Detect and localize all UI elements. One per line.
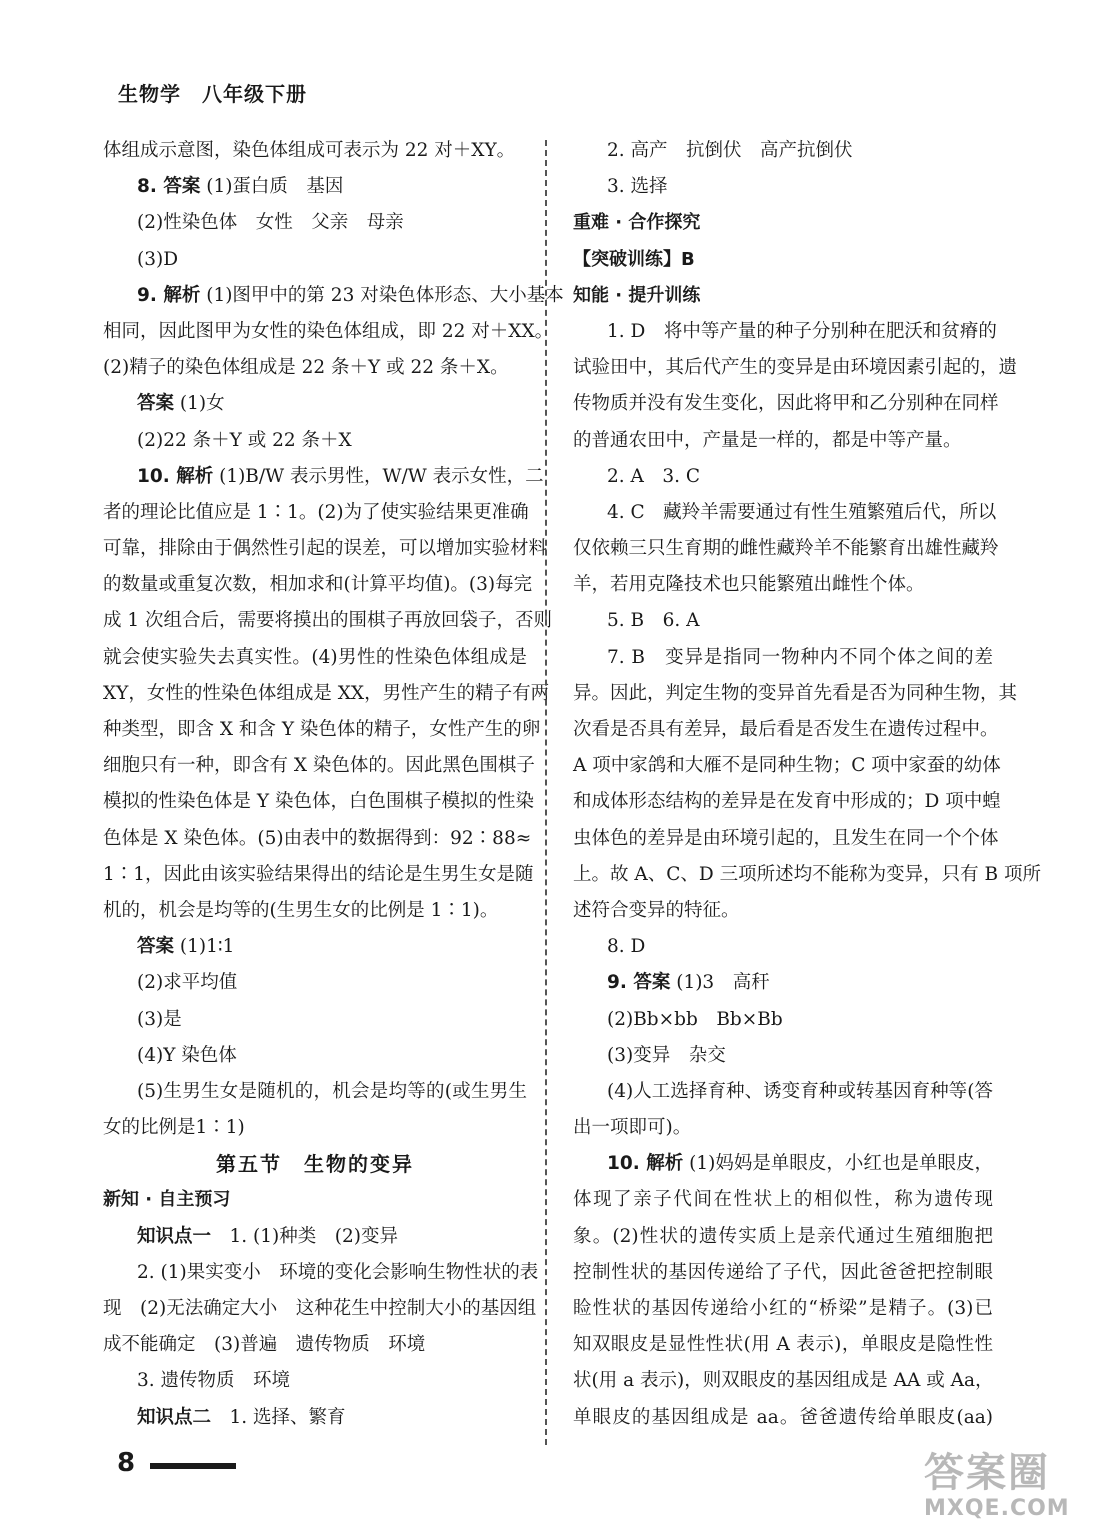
text-line: 模拟的性染色体是 Y 染色体，白色围棋子模拟的性染 — [103, 791, 534, 813]
item-text: 1. 选择、繁育 — [211, 1406, 346, 1428]
text-line: 传物质并没有发生变化，因此将甲和乙分别种在同样 — [573, 393, 999, 415]
text-line — [573, 1146, 993, 1182]
text-line: (3)变异 杂交 — [607, 1044, 726, 1066]
watermark-sub: MXQE.COM — [924, 1496, 1070, 1521]
text-line: (2)精子的染色体组成是 22 条＋Y 或 22 条＋X。 — [103, 357, 509, 379]
item-text: (1)妈妈是单眼皮，小红也是单眼皮， — [683, 1153, 993, 1175]
text-line: 8. D — [607, 936, 646, 958]
left-column — [103, 133, 564, 1436]
text-line: (5)生男生女是随机的，机会是均等的(或生男生 — [137, 1080, 527, 1102]
text-line: 2. 高产 抗倒伏 高产抗倒伏 — [607, 140, 853, 161]
page-header: 生物学 八年级下册 — [118, 82, 307, 106]
text-line: 2. (1)果实变小 环境的变化会影响生物性状的表 — [137, 1261, 539, 1283]
right-column — [573, 133, 1041, 1436]
text-line: 1∶1，因此由该实验结果得出的结论是生男生女是随 — [103, 863, 534, 885]
text-line: 2. A 3. C — [607, 465, 701, 487]
text-line: XY，女性的性染色体组成是 XX，男性产生的精子有两 — [103, 682, 550, 704]
item-text: (1)B/W 表示男性，W/W 表示女性，二 — [213, 465, 544, 487]
text-line: (2)22 条＋Y 或 22 条＋X — [137, 429, 352, 451]
watermark-main: 答案圈 — [924, 1450, 1050, 1496]
text-line: 状(用 a 表示)，则双眼皮的基因组成是 AA 或 Aa， — [573, 1370, 994, 1392]
text-line: 7. B 变异是指同一物种内不同个体之间的差 — [607, 646, 993, 668]
section-heading: 知能 · 提升训练 — [573, 284, 701, 306]
item-label: 9. 答案 — [607, 972, 671, 994]
item-label: 知识点一 — [137, 1225, 212, 1247]
item-label: 8. 答案 — [137, 176, 201, 198]
text-line: 象。(2)性状的遗传实质上是亲代通过生殖细胞把 — [573, 1225, 993, 1247]
text-line: 羊，若用克隆技术也只能繁殖出雌性个体。 — [573, 574, 925, 596]
item-label: 10. 解析 — [607, 1153, 684, 1175]
item-text: (1)1∶1 — [174, 936, 235, 958]
text-line: 现 (2)无法确定大小 这种花生中控制大小的基因组 — [103, 1298, 537, 1319]
text-line: 睑性状的基因传递给小红的“桥梁”是精子。(3)已 — [573, 1298, 993, 1319]
text-line — [573, 965, 993, 1001]
item-text: (1)女 — [174, 393, 225, 415]
text-line: 3. 遗传物质 环境 — [137, 1370, 291, 1392]
section-title: 第五节 生物的变异 — [216, 1152, 414, 1177]
footer-bar — [150, 1463, 236, 1469]
item-text: (1)蛋白质 基因 — [200, 176, 344, 198]
text-line: 的普通农田中，产量是一样的，都是中等产量。 — [573, 429, 962, 451]
text-line — [103, 1219, 527, 1255]
text-line: 相同，因此图甲为女性的染色体组成，即 22 对＋XX。 — [103, 320, 554, 342]
text-line: 体组成示意图，染色体组成可表示为 22 对＋XY。 — [103, 140, 516, 161]
text-line: 种类型，即含 X 和含 Y 染色体的精子，女性产生的卵 — [103, 719, 541, 740]
text-line: (2)Bb×bb Bb×Bb — [607, 1008, 783, 1030]
item-label: 知识点二 — [137, 1406, 212, 1428]
text-line: 色体是 X 染色体。(5)由表中的数据得到：92∶88≈ — [103, 827, 532, 849]
text-line: 1. D 将中等产量的种子分别种在肥沃和贫瘠的 — [607, 320, 997, 342]
text-line: 出一项即可)。 — [573, 1117, 692, 1139]
text-line: (4)人工选择育种、诱变育种或转基因育种等(答 — [607, 1080, 993, 1102]
text-line: 细胞只有一种，即含有 X 染色体的。因此黑色围棋子 — [103, 755, 535, 777]
text-line: 单眼皮的基因组成是 aa。爸爸遗传给单眼皮(aa) — [573, 1406, 993, 1428]
text-line: 成不能确定 (3)普遍 遗传物质 环境 — [103, 1334, 426, 1356]
text-line: 就会使实验失去真实性。(4)男性的性染色体组成是 — [103, 646, 527, 668]
text-line: 和成体形态结构的差异是在发育中形成的；D 项中蝗 — [573, 791, 1001, 813]
text-line: A 项中家鸽和大雁不是同种生物；C 项中家蚕的幼体 — [573, 755, 1001, 777]
text-line: 4. C 藏羚羊需要通过有性生殖繁殖后代，所以 — [607, 501, 997, 523]
item-label: 答案 — [137, 393, 175, 415]
text-line: 异。因此，判定生物的变异首先看是否为同种生物，其 — [573, 682, 1018, 704]
text-line — [103, 169, 527, 205]
text-line: (3)是 — [137, 1008, 182, 1030]
text-line — [103, 459, 544, 495]
column-divider — [545, 140, 547, 1445]
text-line — [103, 278, 564, 314]
section-heading: 【突破训练】B — [573, 248, 695, 270]
item-text: (1)3 高秆 — [670, 972, 770, 994]
item-text: 1. (1)种类 (2)变异 — [211, 1225, 398, 1247]
text-line: 机的，机会是均等的(生男生女的比例是 1∶1)。 — [103, 899, 499, 921]
item-label: 答案 — [137, 936, 175, 958]
text-line — [103, 1400, 527, 1436]
text-line: 的数量或重复次数，相加求和(计算平均值)。(3)每完 — [103, 574, 533, 596]
item-label: 9. 解析 — [137, 284, 201, 306]
text-line: 成 1 次组合后，需要将摸出的围棋子再放回袋子，否则 — [103, 610, 553, 632]
text-line: (3)D — [137, 248, 179, 270]
text-line: 仅依赖三只生育期的雌性藏羚羊不能繁育出雄性藏羚 — [573, 538, 999, 560]
item-label: 10. 解析 — [137, 465, 214, 487]
text-line: 次看是否具有差异，最后看是否发生在遗传过程中。 — [573, 719, 999, 740]
text-line: 女的比例是1∶1) — [103, 1117, 245, 1139]
text-line: 知双眼皮是显性性状(用 A 表示)，单眼皮是隐性性 — [573, 1334, 993, 1356]
text-line: 上。故 A、C、D 三项所述均不能称为变异，只有 B 项所 — [573, 863, 1041, 885]
text-line — [103, 386, 527, 422]
text-line: (2)性染色体 女性 父亲 母亲 — [137, 212, 404, 234]
text-line: 试验田中，其后代产生的变异是由环境因素引起的，遗 — [573, 357, 1018, 379]
section-heading: 重难 · 合作探究 — [573, 212, 701, 234]
text-line: 控制性状的基因传递给了子代，因此爸爸把控制眼 — [573, 1261, 993, 1283]
item-text: (1)图甲中的第 23 对染色体形态、大小基本 — [200, 284, 564, 306]
text-line: 3. 选择 — [607, 176, 668, 198]
text-line: 虫体色的差异是由环境引起的，且发生在同一个个体 — [573, 827, 999, 849]
text-line — [103, 929, 527, 965]
watermark-logo — [924, 1450, 1094, 1530]
text-line: 体现了亲子代间在性状上的相似性，称为遗传现 — [573, 1189, 993, 1211]
text-line: (4)Y 染色体 — [137, 1044, 237, 1066]
text-line: 5. B 6. A — [607, 610, 700, 632]
text-line: 者的理论比值应是 1∶1。(2)为了使实验结果更准确 — [103, 501, 529, 523]
page-number: 8 — [117, 1448, 136, 1478]
section-heading: 新知 · 自主预习 — [103, 1189, 231, 1211]
text-line: 可靠，排除由于偶然性引起的误差，可以增加实验材料 — [103, 538, 548, 560]
text-line: 述符合变异的特征。 — [573, 899, 740, 921]
text-line: (2)求平均值 — [137, 972, 238, 994]
